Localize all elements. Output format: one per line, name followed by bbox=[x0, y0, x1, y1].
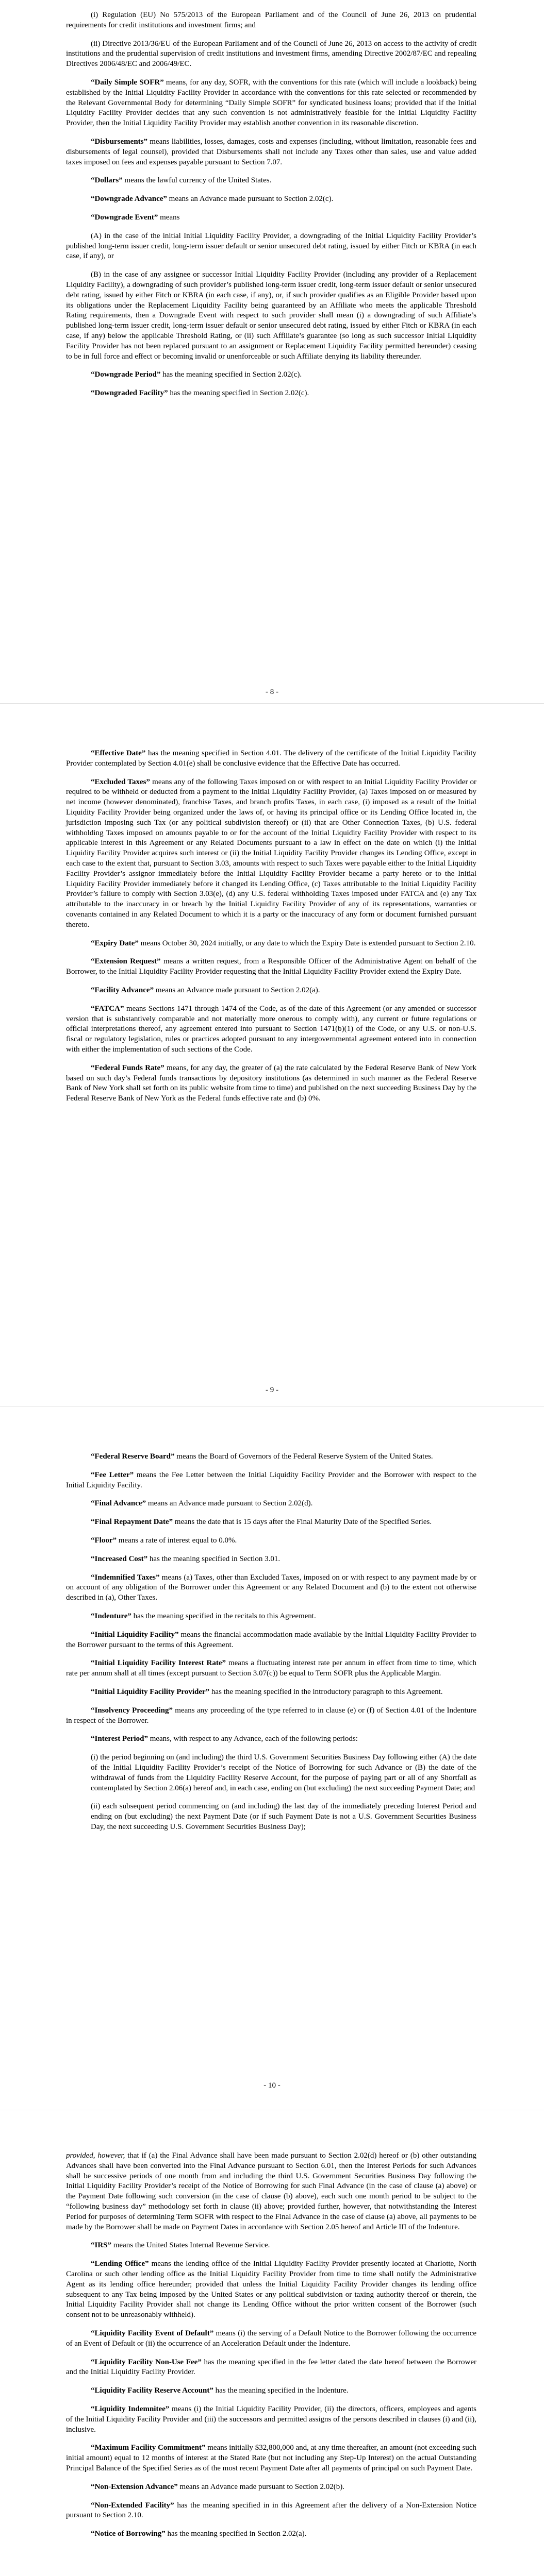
page bbox=[0, 2110, 544, 2576]
defined-term: “Facility Advance” bbox=[91, 986, 154, 994]
defined-term: “Fee Letter” bbox=[91, 1470, 134, 1479]
definition-paragraph bbox=[66, 777, 476, 930]
defined-term: “Liquidity Facility Non-Use Fee” bbox=[91, 2358, 202, 2366]
definition-paragraph bbox=[66, 2482, 476, 2493]
paragraph-text: means (i) the Initial Liquidity Facility Provider, (ii) the directors, officers, employees and agents of the Initial Liquidity Facility Provider and (iii) the successors and permitted assigns of the persons described in clauses (i) and (ii), inclusive. bbox=[66, 2404, 476, 2434]
page-number: - 10 - bbox=[263, 2081, 281, 2090]
definition-paragraph bbox=[66, 1734, 476, 1744]
definition-paragraph bbox=[66, 1004, 476, 1055]
definition-paragraph bbox=[66, 213, 476, 223]
defined-term: “Daily Simple SOFR” bbox=[91, 78, 164, 87]
paragraph-text: means a rate of interest equal to 0.0%. bbox=[117, 1536, 237, 1545]
defined-term: “Liquidity Indemnitee” bbox=[91, 2404, 170, 2413]
definition-paragraph bbox=[66, 1687, 476, 1698]
defined-term: “Downgrade Advance” bbox=[91, 195, 167, 204]
defined-term: “Federal Funds Rate” bbox=[91, 1063, 164, 1072]
paragraph-text: (i) the period beginning on (and including) the third U.S. Government Securities Business Day following either (A) the date of the Initial Liquidity Facility Provider’s receipt of the Notice of Borrowing for such Advance or (B) the date of the withdrawal of funds from the Liquidity Facility Reserve Account, for the purpose of paying part or all of any Shortfall as contemplated by Section 2.06(a) hereof and, in each case, ending on (but excluding) the next succeeding Payment Date; and bbox=[91, 1753, 476, 1792]
defined-term: “Final Repayment Date” bbox=[91, 1518, 173, 1527]
page-body bbox=[66, 2151, 476, 2548]
definition-paragraph bbox=[66, 1499, 476, 1509]
definition-paragraph bbox=[66, 2259, 476, 2320]
defined-term: “Effective Date” bbox=[91, 749, 146, 757]
definition-paragraph bbox=[66, 1536, 476, 1546]
definition-paragraph bbox=[66, 1452, 476, 1462]
paragraph-text: means initially $32,800,000 and, at any time thereafter, an amount (not exceeding such initial amount) equal to 12 months of interest at the Stated Rate (but not including any Step-Up Interest) on the actual Outstanding Principal Balance of the Specified Series as of the most recent Payment Date after all payments of principal on such Payment Date. bbox=[66, 2444, 477, 2472]
paragraph-text: means (a) Taxes, other than Excluded Taxes, imposed on or with respect to any payment made by or on account of any obligation of the Borrower under this Agreement or any Related Document and (b) to the extent not otherwise described in (a), Other Taxes. bbox=[66, 1573, 476, 1602]
paragraph-text: means any proceeding of the type referred to in clause (e) or (f) of Section 4.01 of the Indenture in respect of the Borrower. bbox=[66, 1706, 476, 1725]
defined-term: “IRS” bbox=[91, 2241, 112, 2250]
paragraph-text: means any of the following Taxes imposed on or with respect to an Initial Liquidity Facility Provider or required to be withheld or deducted from a payment to the Initial Liquidity Facility Provider, (a) Taxes imposed on or measured by net income (however denominated), franchise Taxes, and branch profits Taxes, in each case, (i) imposed as a result of the Initial Liquidity Facility Provider being organized under the laws of, or having its principal office or its Lending Office located in, the jurisdiction imposing such Tax (or any political subdivision thereof) or (ii) that are Other Connection Taxes, (b) U.S. federal withholding Taxes imposed on amounts payable to or for the account of the Initial Liquidity Facility Provider with respect to its applicable interest in this Agreement or any Related Documents pursuant to a law in effect on the date on which (i) the Initial Liquidity Facility Provider acquires such interest or (ii) the Initial Liquidity Facility Provider changes its Lending Office, except in each case to the extent that, pursuant to Section 3.03, amounts with respect to such Taxes were payable either to the Initial Liquidity Facility Provider’s assignor immediately before the Initial Liquidity Facility Provider became a party hereto or to the Initial Liquidity Facility Provider immediately before it changed its Lending Office, (c) Taxes attributable to the Initial Liquidity Facility Provider’s failure to comply with Section 3.03(e), (d) any U.S. federal withholding Taxes imposed under FATCA and (e) any Tax attributable to the inaccuracy in or breach by the Initial Liquidity Facility Provider of any of its representations, warranties or covenants contained in any Related Document to which it is a party or the inaccuracy of any form or document furnished pursuant thereto. bbox=[66, 777, 476, 929]
proviso-lead: provided, however, bbox=[66, 2151, 125, 2160]
definition-paragraph bbox=[66, 2443, 476, 2473]
paragraph-text: means the United States Internal Revenue Service. bbox=[111, 2241, 270, 2250]
definition-paragraph bbox=[66, 2529, 476, 2539]
definition-paragraph bbox=[66, 1612, 476, 1622]
definition-paragraph bbox=[66, 194, 476, 205]
definition-paragraph bbox=[66, 1063, 476, 1104]
definition-paragraph bbox=[66, 78, 476, 129]
defined-term: “Downgrade Event” bbox=[91, 213, 158, 222]
definition-paragraph bbox=[66, 2404, 476, 2435]
definition-paragraph bbox=[66, 2358, 476, 2378]
definition-paragraph bbox=[66, 1470, 476, 1491]
body-paragraph bbox=[66, 1802, 476, 1832]
paragraph-text: means liabilities, losses, damages, costs and expenses (including, without limitation, reasonable fees and disbursements of legal counsel), provided that Disbursements shall not include any Taxes other than sales, use and value added taxes imposed on fees and expenses payable pursuant to Section 7.07. bbox=[66, 137, 476, 166]
defined-term: “Interest Period” bbox=[91, 1735, 148, 1743]
paragraph-text: has the meaning specified in Section 2.02(c). bbox=[168, 389, 309, 398]
paragraph-text: means a fluctuating interest rate per annum in effect from time to time, which rate per annum shall at all times (except pursuant to Section 3.07(c)) be equal to Term SOFR plus the Applicable Margin. bbox=[66, 1659, 476, 1678]
paragraph-text: means bbox=[158, 213, 180, 222]
paragraph-text: means the lending office of the Initial Liquidity Facility Provider presently located at Charlotte, North Carolina or such other lending office as the Initial Liquidity Facility Provider from time to time shall notify the Administrative Agent as its lending office hereunder; provided that unless the Initial Liquidity Facility Provider changes its lending office subsequent to any Tax being imposed by the United States or any political subdivision or taxing authority thereof or therein, the Initial Liquidity Facility Provider shall not change its Lending Office without the prior written consent of the Borrower (such consent not to be unreasonably withheld). bbox=[66, 2260, 476, 2319]
defined-term: “Federal Reserve Board” bbox=[91, 1452, 175, 1461]
definition-paragraph bbox=[66, 986, 476, 996]
defined-term: “FATCA” bbox=[91, 1004, 124, 1013]
paragraph-text: means, with respect to any Advance, each of the following periods: bbox=[147, 1735, 358, 1743]
definition-paragraph bbox=[66, 388, 476, 399]
paragraph-text: means (i) the serving of a Default Notice to the Borrower following the occurrence of an Event of Default or (ii) the occurrence of an Acceleration Default under the Indenture. bbox=[66, 2329, 477, 2348]
defined-term: “Insolvency Proceeding” bbox=[91, 1706, 173, 1715]
definition-paragraph bbox=[66, 749, 476, 769]
definition-paragraph bbox=[66, 370, 476, 380]
definition-paragraph bbox=[66, 2386, 476, 2396]
paragraph-text: has the meaning specified in the Indenture. bbox=[213, 2386, 349, 2395]
defined-term: “Downgrade Period” bbox=[91, 370, 161, 379]
paragraph-text: has the meaning specified in Section 2.02(c). bbox=[160, 370, 302, 379]
defined-term: “Maximum Facility Commitment” bbox=[91, 2444, 206, 2452]
defined-term: “Dollars” bbox=[91, 176, 123, 185]
defined-term: “Increased Cost” bbox=[91, 1554, 148, 1563]
page bbox=[0, 0, 544, 703]
defined-term: “Final Advance” bbox=[91, 1499, 146, 1508]
definition-paragraph bbox=[66, 2329, 476, 2349]
paragraph-text: has the meaning specified in Section 4.01. The delivery of the certificate of the Initial Liquidity Facility Provider contemplated by Section 4.01(e) shall be conclusive evidence that the Effective Date has occurred. bbox=[66, 749, 476, 768]
definition-paragraph bbox=[66, 176, 476, 186]
paragraph-text: (B) in the case of any assignee or successor Initial Liquidity Facility Provider (including any provider of a Replacement Liquidity Facility), a downgrading of such provider’s published long-term issuer credit, long-term issuer default or senior unsecured debt rating, issued by either Fitch or KBRA (in each case, if any), or, if such provider qualifies as an Eligible Provider based upon its obligations under the Replacement Liquidity Facility being guaranteed by an Affiliate who meets the applicable Threshold Rating requirements, then a Downgrade Event with respect to such provider shall mean (i) a downgrading of such Affiliate’s published long-term issuer credit, long-term issuer default or senior unsecured debt rating, issued by either Fitch or KBRA (in each case, if any) below the applicable Threshold Rating, or (ii) such Affiliate’s guarantee (so long as such successor Initial Liquidity Facility Provider has not been replaced pursuant to an assignment or Replacement Liquidity Facility permitted hereunder) ceasing to be in full force and effect or becoming invalid or unenforceable or such Affiliate denying its liability thereunder. bbox=[66, 270, 476, 361]
paragraph-text: (i) Regulation (EU) No 575/2013 of the European Parliament and of the Council of June 26, 2013 on prudential requirements for credit institutions and investment firms; and bbox=[66, 11, 476, 29]
body-paragraph bbox=[66, 231, 476, 262]
paragraph-text: (A) in the case of the initial Initial Liquidity Facility Provider, a downgrading of the Initial Liquidity Facility Provider’s published long-term issuer credit, long-term issuer default or senior unsecured debt rating, issued by either Fitch or KBRA (in each case, if any), or bbox=[66, 231, 476, 261]
paragraph-text: has the meaning specified in the introductory paragraph to this Agreement. bbox=[209, 1687, 443, 1696]
paragraph-text: has the meaning specified in in this Agreement after the delivery of a Non-Extension Notice pursuant to Section 2.10. bbox=[66, 2501, 476, 2520]
defined-term: “Indenture” bbox=[91, 1612, 131, 1620]
paragraph-text: has the meaning specified in Section 3.01. bbox=[147, 1554, 281, 1563]
paragraph-text: means an Advance made pursuant to Section 2.02(d). bbox=[146, 1499, 313, 1508]
page bbox=[0, 703, 544, 1406]
defined-term: “Initial Liquidity Facility Provider” bbox=[91, 1687, 210, 1696]
defined-term: “Disbursements” bbox=[91, 137, 148, 146]
paragraph-text: means the Fee Letter between the Initial Liquidity Facility Provider and the Borrower with respect to the Initial Liquidity Facility. bbox=[66, 1470, 476, 1489]
definition-paragraph bbox=[66, 1658, 476, 1679]
definition-paragraph bbox=[66, 1517, 476, 1528]
defined-term: “Downgraded Facility” bbox=[91, 389, 168, 398]
paragraph-text: that if (a) the Final Advance shall have been made pursuant to Section 2.02(d) hereof or (b) other outstanding Advances shall have been converted into the Final Advance pursuant to Section 6.01, then the Interest Periods for such Advances shall be successive periods of one month from and including the third U.S. Government Securities Business Day following the Initial Liquidity Facility Provider’s receipt of the Notice of Borrowing for such Final Advance (in the case of clause (a) above) or the Payment Date following such conversion (in the case of clause (b) above), each such one month period to be subject to the “following business day” methodology set forth in clause (ii) above; provided further, however, that notwithstanding the Interest Period for purposes of determining Term SOFR with respect to the Final Advance in the case of clause (a) above, all payments to be made by the Borrower shall be made on Payment Dates in accordance with Section 2.05 hereof and Article III of the Indenture. bbox=[66, 2151, 476, 2231]
definition-paragraph bbox=[66, 957, 476, 977]
body-paragraph bbox=[66, 2151, 476, 2232]
paragraph-text: (ii) Directive 2013/36/EU of the European Parliament and of the Council of June 26, 2013 on access to the activity of credit institutions and the prudential supervision of credit institutions and investment firms, amending Directive 2002/87/EC and repealing Directives 2006/48/EC and 2006/49/EC. bbox=[66, 39, 476, 69]
paragraph-text: has the meaning specified in the fee letter dated the date hereof between the Borrower and the Initial Liquidity Facility Provider. bbox=[66, 2358, 476, 2377]
defined-term: “Non-Extended Facility” bbox=[91, 2501, 174, 2510]
defined-term: “Extension Request” bbox=[91, 957, 161, 966]
body-paragraph bbox=[66, 10, 476, 31]
paragraph-text: means a written request, from a Responsible Officer of the Administrative Agent on behalf of the Borrower, to the Initial Liquidity Facility Provider requesting that the Initial Liquidity Facility Provider extend the Expiry Date. bbox=[66, 957, 476, 976]
definition-paragraph bbox=[66, 939, 476, 949]
defined-term: “Liquidity Facility Reserve Account” bbox=[91, 2386, 213, 2395]
definition-paragraph bbox=[66, 1573, 476, 1603]
paragraph-text: means Sections 1471 through 1474 of the Code, as of the date of this Agreement (or any amended or successor version that is substantively comparable and not materially more onerous to comply with), any current or future regulations or official interpretations thereof, any agreement entered into pursuant to Section 1471(b)(1) of the Code, or any U.S. or non-U.S. fiscal or regulatory legislation, rules or practices adopted pursuant to any intergovernmental agreement entered into in connection with either the implementation of such sections of the Code. bbox=[66, 1004, 476, 1054]
page-body bbox=[66, 1452, 476, 1841]
paragraph-text: has the meaning specified in the recitals to this Agreement. bbox=[131, 1612, 316, 1620]
body-paragraph bbox=[66, 1753, 476, 1793]
paragraph-text: means the financial accommodation made available by the Initial Liquidity Facility Provider to the Borrower pursuant to the terms of this Agreement. bbox=[66, 1630, 476, 1649]
defined-term: “Initial Liquidity Facility” bbox=[91, 1630, 179, 1639]
paragraph-text: means an Advance made pursuant to Section 2.02(a). bbox=[154, 986, 320, 994]
definition-paragraph bbox=[66, 1554, 476, 1565]
defined-term: “Expiry Date” bbox=[91, 939, 139, 947]
body-paragraph bbox=[66, 270, 476, 362]
definition-paragraph bbox=[66, 137, 476, 167]
defined-term: “Indemnified Taxes” bbox=[91, 1573, 160, 1582]
definition-paragraph bbox=[66, 1630, 476, 1651]
paragraph-text: means the Board of Governors of the Federal Reserve System of the United States. bbox=[174, 1452, 433, 1461]
page-body bbox=[66, 10, 476, 407]
paragraph-text: (ii) each subsequent period commencing on (and including) the last day of the immediately preceding Interest Period and ending on (but excluding) the next Payment Date (or if such Payment Date is not a U.S. Government Securities Business Day, the next succeeding U.S. Government Securities Business Day); bbox=[91, 1802, 476, 1831]
paragraph-text: means the lawful currency of the United States. bbox=[122, 176, 272, 185]
defined-term: “Floor” bbox=[91, 1536, 117, 1545]
paragraph-text: means, for any day, the greater of (a) the rate calculated by the Federal Reserve Bank of New York based on such day’s Federal funds transactions by depository institutions (as determined in such manner as the Federal Reserve Bank of New York shall set forth on its public website from time to time) and published on the next succeeding Business Day by the Federal Reserve Bank of New York as the Federal funds effective rate and (b) 0%. bbox=[66, 1063, 476, 1103]
body-paragraph bbox=[66, 39, 476, 70]
definition-paragraph bbox=[66, 2241, 476, 2251]
paragraph-text: means October 30, 2024 initially, or any date to which the Expiry Date is extended pursuant to Section 2.10. bbox=[138, 939, 476, 947]
defined-term: “Liquidity Facility Event of Default” bbox=[91, 2329, 214, 2337]
defined-term: “Excluded Taxes” bbox=[91, 777, 151, 786]
paragraph-text: means an Advance made pursuant to Section 2.02(b). bbox=[177, 2482, 345, 2491]
page-body bbox=[66, 749, 476, 1112]
defined-term: “Initial Liquidity Facility Interest Rate” bbox=[91, 1659, 226, 1668]
paragraph-text: means, for any day, SOFR, with the conventions for this rate (which will include a lookback) being established by the Initial Liquidity Facility Provider in accordance with the conventions for this rate selected or recommended by the Relevant Governmental Body for determining “Daily Simple SOFR” for syndicated business loans; provided that if the Initial Liquidity Facility Provider decides that any such convention is not administratively feasible for the Initial Liquidity Facility Provider, then the Initial Liquidity Facility Provider may establish another convention in its reasonable discretion. bbox=[66, 78, 476, 128]
paragraph-text: means an Advance made pursuant to Section 2.02(c). bbox=[167, 195, 334, 204]
page bbox=[0, 1406, 544, 2110]
defined-term: “Non-Extension Advance” bbox=[91, 2482, 178, 2491]
page-number: - 8 - bbox=[266, 688, 278, 696]
page-number: - 9 - bbox=[266, 1386, 278, 1394]
paragraph-text: means the date that is 15 days after the Final Maturity Date of the Specified Series. bbox=[173, 1518, 432, 1527]
defined-term: “Lending Office” bbox=[91, 2260, 149, 2268]
defined-term: “Notice of Borrowing” bbox=[91, 2530, 166, 2538]
definition-paragraph bbox=[66, 1706, 476, 1726]
paragraph-text: has the meaning specified in Section 2.02(a). bbox=[165, 2530, 307, 2538]
definition-paragraph bbox=[66, 2501, 476, 2521]
